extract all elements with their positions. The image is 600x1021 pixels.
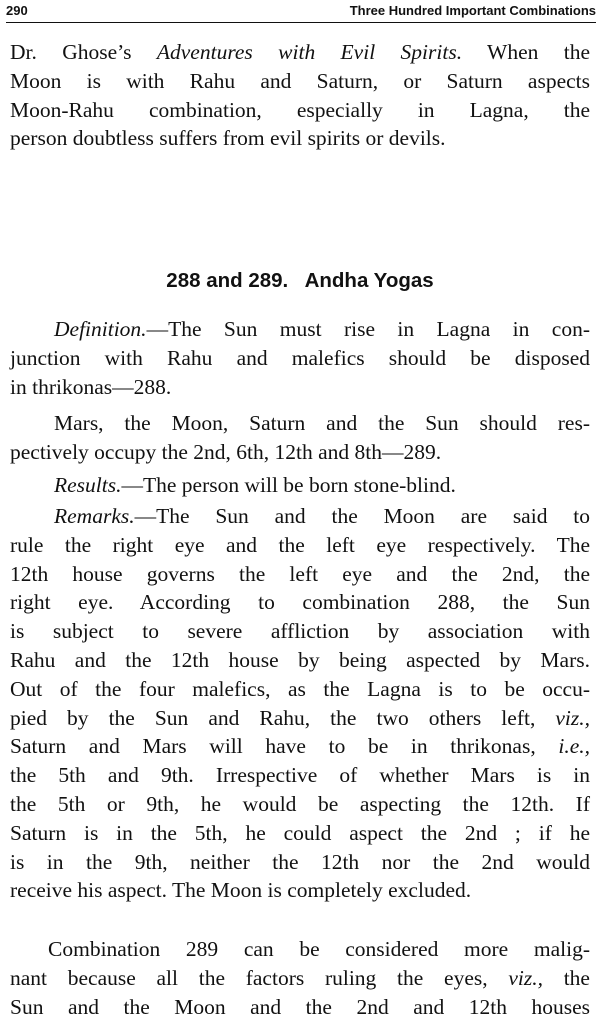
remarks-line-11: the 5th or 9th, he would be aspecting the 12th. If bbox=[10, 791, 590, 816]
remarks-line-2: rule the right eye and the left eye respectively. The bbox=[10, 532, 590, 557]
definition-label: Definition. bbox=[54, 317, 147, 341]
remarks-line-6: Rahu and the 12th house by being aspected by Mars. bbox=[10, 647, 590, 672]
section-heading bbox=[0, 266, 600, 296]
intro-line-2: Moon is with Rahu and Saturn, or Saturn aspects bbox=[10, 68, 590, 93]
remarks-line-14: receive his aspect. The Moon is completely excluded. bbox=[10, 878, 472, 903]
rule-line-1: Mars, the Moon, Saturn and the Sun should res- bbox=[54, 411, 590, 435]
book-title: Adventures with Evil Spirits. bbox=[156, 40, 463, 64]
remarks-line-3: 12th house governs the left eye and the 2nd, the bbox=[10, 561, 590, 586]
intro-line-4: person doubtless suffers from evil spirits or devils. bbox=[10, 126, 446, 151]
second-rule-paragraph bbox=[10, 409, 590, 467]
closing-line-3: Sun and the Moon and the 2nd and 12th houses bbox=[10, 994, 590, 1019]
remarks-label: Remarks. bbox=[54, 504, 135, 528]
remarks-line-4: right eye. According to combination 288, the Sun bbox=[10, 590, 590, 615]
remarks-line-13: is in the 9th, neither the 12th nor the 2nd would bbox=[10, 849, 590, 874]
remarks-line-5: is subject to severe affliction by association with bbox=[10, 619, 590, 644]
remarks-line-10: the 5th and 9th. Irrespective of whether Mars is in bbox=[10, 763, 590, 788]
remarks-line-12: Saturn is in the 5th, he could aspect the 2nd ; if he bbox=[10, 820, 590, 845]
remarks-line-8: pied by the Sun and Rahu, the two others left, viz., bbox=[10, 705, 590, 730]
remarks-line-9: Saturn and Mars will have to be in thrikonas, i.e., bbox=[10, 734, 590, 759]
results-label: Results. bbox=[54, 473, 122, 497]
rule-line-2: pectively occupy the 2nd, 6th, 12th and 8th—289. bbox=[10, 439, 442, 464]
running-head bbox=[6, 0, 596, 23]
closing-paragraph bbox=[10, 935, 590, 1021]
page-number: 290 bbox=[6, 3, 28, 18]
results-line: Results.—The person will be born stone-blind. bbox=[54, 473, 456, 497]
closing-line-1: Combination 289 can be considered more malig- bbox=[48, 937, 590, 961]
definition-line-1: Definition.—The Sun must rise in Lagna in con- bbox=[54, 317, 590, 341]
definition-paragraph bbox=[10, 315, 590, 401]
section-number: 288 and 289. bbox=[166, 269, 289, 292]
running-title: Three Hundred Important Combinations bbox=[349, 3, 596, 18]
results-paragraph bbox=[10, 471, 590, 500]
intro-line-3: Moon-Rahu combination, especially in Lagna, the bbox=[10, 97, 590, 122]
remarks-line-1: Remarks.—The Sun and the Moon are said to bbox=[54, 504, 590, 528]
intro-paragraph bbox=[10, 38, 590, 153]
definition-line-3: in thrikonas—288. bbox=[10, 374, 172, 399]
remarks-line-7: Out of the four malefics, as the Lagna is to be occu- bbox=[10, 676, 590, 701]
intro-line-1: Dr. Ghose’s Adventures with Evil Spirits. When the bbox=[10, 40, 590, 64]
section-title: Andha Yogas bbox=[304, 269, 434, 292]
closing-line-2: nant because all the factors ruling the eyes, viz., the bbox=[10, 965, 590, 990]
definition-line-2: junction with Rahu and malefics should be disposed bbox=[10, 345, 590, 370]
remarks-paragraph bbox=[10, 502, 590, 905]
